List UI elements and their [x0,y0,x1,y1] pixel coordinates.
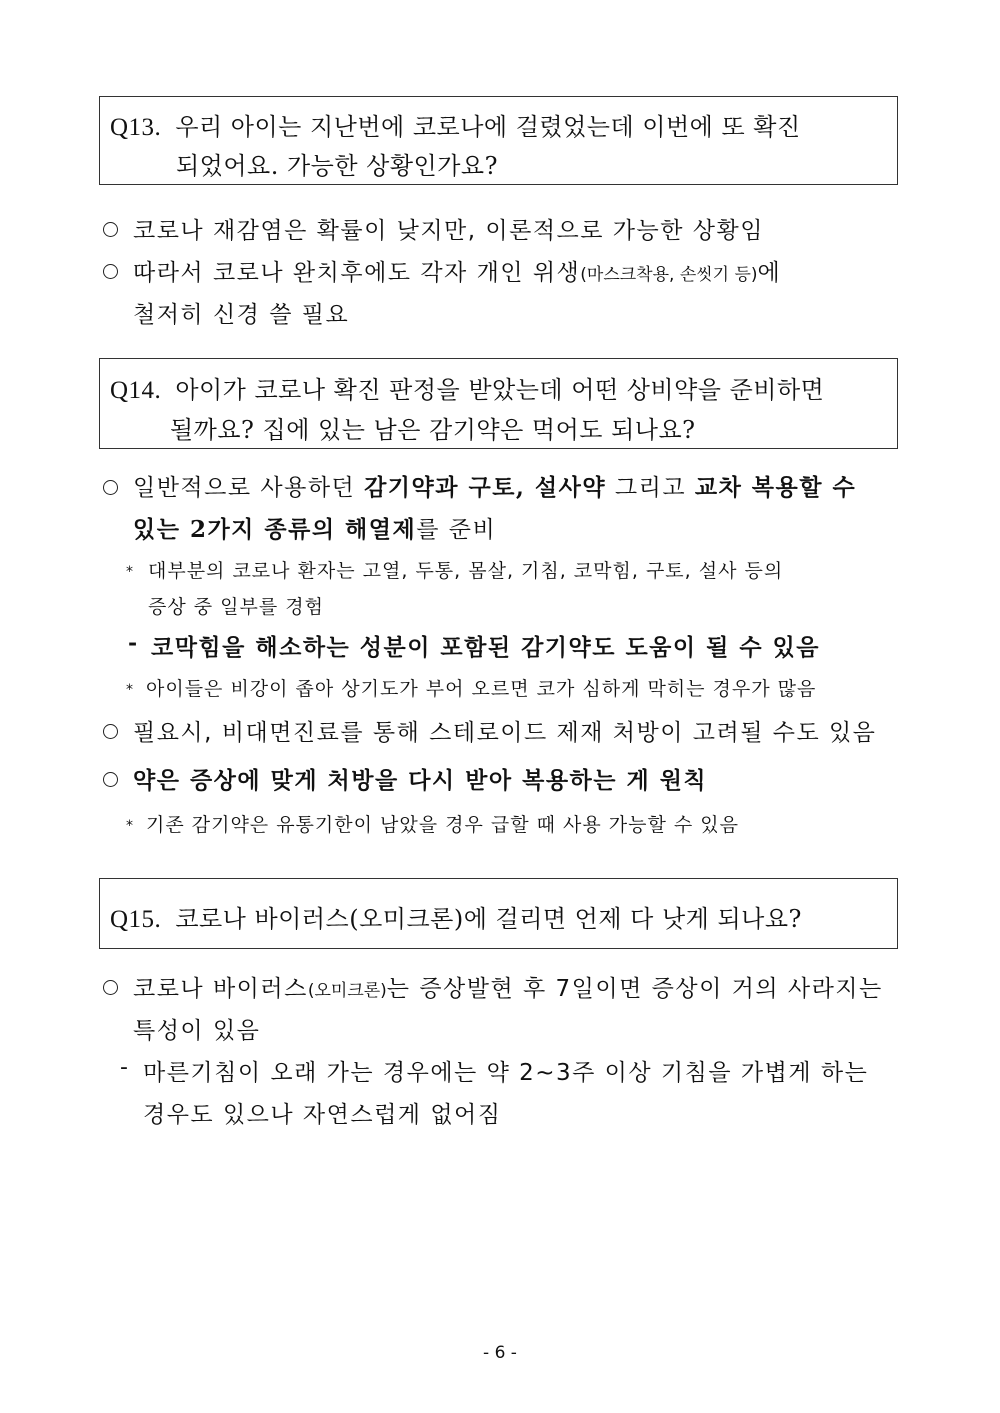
asterisk-icon: * [126,564,133,580]
circle-bullet-icon [103,222,118,237]
text-segment: 그리고 [606,475,695,501]
question-text: 우리 아이는 지난번에 코로나에 걸렸었는데 이번에 또 확진 [175,113,801,141]
answer-q14-dash1: 코막힘을 해소하는 성분이 포함된 감기약도 도움이 될 수 있음 [151,634,821,661]
answer-q15-dash1-line2: 경우도 있으나 자연스럽게 없어짐 [143,1102,502,1128]
question-q14-line1 [110,370,824,405]
answer-q15-dash1: 마른기침이 오래 가는 경우에는 약 2~3주 이상 기침을 가볍게 하는 [143,1060,869,1086]
circle-bullet-icon [103,724,118,739]
answer-q14-item2: 필요시, 비대면진료를 통해 스테로이드 제재 처방이 고려될 수도 있음 [133,720,877,746]
answer-q13-item2-line2: 철저히 신경 쓸 필요 [133,302,350,328]
question-number: Q13. [110,114,162,141]
dash-bullet-icon: - [120,1055,128,1080]
answer-q15-item1-line2: 특성이 있음 [133,1018,261,1044]
question-q13-line2: 되었어요. 가능한 상황인가요? [176,152,498,180]
question-box-q15 [99,878,898,949]
question-text: 아이가 코로나 확진 판정을 받았는데 어떤 상비약을 준비하면 [175,376,825,404]
answer-q14-item3: 약은 증상에 맞게 처방을 다시 받아 복용하는 게 원칙 [133,767,708,794]
note-q14-2: 아이들은 비강이 좁아 상기도가 부어 오르면 코가 심하게 막히는 경우가 많음 [146,678,817,700]
question-q13-line1 [110,107,801,142]
circle-bullet-icon [103,480,118,495]
circle-bullet-icon [103,772,118,787]
text-segment: 따라서 코로나 완치후에도 각자 개인 위생 [133,260,581,286]
asterisk-icon: * [126,682,133,698]
page-number: - 6 - [483,1343,517,1363]
bold-text: 감기약과 구토, 설사약 [364,474,607,501]
circle-bullet-icon [103,980,118,995]
question-q15-line1 [110,899,802,934]
bold-text: 있는 2가지 종류의 해열제 [133,516,417,543]
asterisk-icon: * [126,818,133,834]
answer-q13-item1: 코로나 재감염은 확률이 낮지만, 이론적으로 가능한 상황임 [133,218,764,244]
question-number: Q14. [110,377,162,404]
bold-text: 교차 복용할 수 [694,474,857,501]
answer-q14-item1-line2 [133,511,496,544]
text-segment: (오미크론) [307,981,387,1001]
note-q14-1-line2: 증상 중 일부를 경험 [148,596,324,618]
answer-q14-item1 [133,469,856,502]
answer-q13-item2 [133,254,781,287]
note-q14-3: 기존 감기약은 유통기한이 남았을 경우 급할 때 사용 가능할 수 있음 [146,814,739,836]
text-segment: 코로나 바이러스 [133,976,308,1002]
question-q14-line2: 될까요? 집에 있는 남은 감기약은 먹어도 되나요? [170,416,696,444]
text-segment: 일반적으로 사용하던 [133,475,365,501]
dash-bullet-icon: - [128,630,138,656]
question-number: Q15. [110,906,162,933]
text-segment: (마스크착용, 손씻기 등) [580,265,758,285]
note-q14-1: 대부분의 코로나 환자는 고열, 두통, 몸살, 기침, 코막힘, 구토, 설사 등의 [148,560,784,582]
text-segment: 에 [757,260,782,286]
answer-q15-item1 [133,970,883,1003]
question-box-q13 [99,96,898,185]
question-box-q14 [99,358,898,449]
text-segment: 는 증상발현 후 7일이면 증상이 거의 사라지는 [386,976,883,1002]
text-segment: 를 준비 [416,517,497,543]
question-text: 코로나 바이러스(오미크론)에 걸리면 언제 다 낫게 되나요? [175,905,802,933]
circle-bullet-icon [103,264,118,279]
